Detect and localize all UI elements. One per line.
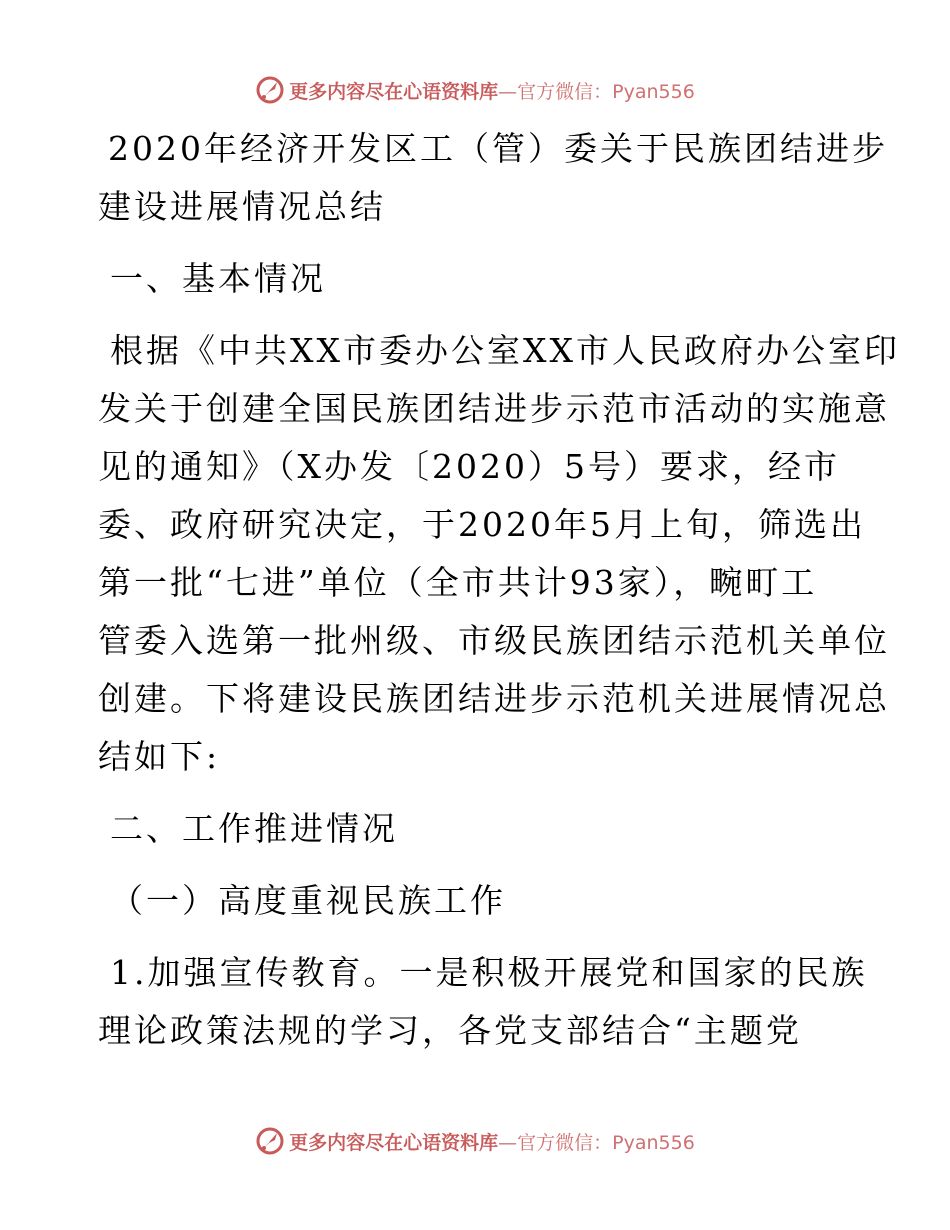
subsection-heading-1: （一）高度重视民族工作 xyxy=(110,881,506,920)
quill-logo-icon xyxy=(255,75,285,105)
document-title-line-1: 2020年经济开发区工（管）委关于民族团结进步 xyxy=(108,129,888,168)
paragraph1-line-6: 管委入选第一批州级、市级民族团结示范机关单位 xyxy=(98,621,890,660)
watermark-separator: — xyxy=(498,1131,518,1154)
document-body xyxy=(98,120,900,1060)
watermark-text xyxy=(289,1128,695,1155)
watermark-wechat: 官方微信：Pyan556 xyxy=(517,1131,695,1154)
paragraph1-line-4: 委、政府研究决定，于2020年5月上旬，筛选出 xyxy=(98,505,866,544)
paragraph1-line-5: 第一批“七进”单位（全市共计93家），畹町工 xyxy=(98,563,818,602)
watermark-separator: — xyxy=(498,80,518,103)
watermark-banner-top xyxy=(0,70,950,110)
paragraph1-line-8: 结如下: xyxy=(98,737,221,776)
watermark-text xyxy=(289,77,695,104)
document-title-line-2: 建设进展情况总结 xyxy=(98,187,386,226)
quill-logo-icon xyxy=(255,1126,285,1156)
watermark-site: 更多内容尽在心语资料库 xyxy=(289,1131,499,1154)
section-heading-progress: 二、工作推进情况 xyxy=(110,809,398,848)
watermark-site: 更多内容尽在心语资料库 xyxy=(289,80,499,103)
paragraph1-line-7: 创建。下将建设民族团结进步示范机关进展情况总 xyxy=(98,679,890,718)
paragraph1-line-1: 根据《中共XX市委办公室XX市人民政府办公室印 xyxy=(110,331,900,370)
paragraph1-line-3: 见的通知》（X办发〔2020）5号）要求，经市 xyxy=(98,447,840,486)
watermark-wechat: 官方微信：Pyan556 xyxy=(517,80,695,103)
paragraph2-line-1: 1.加强宣传教育。一是积极开展党和国家的民族 xyxy=(110,953,868,992)
paragraph2-line-2: 理论政策法规的学习，各党支部结合“主题党 xyxy=(98,1011,802,1050)
paragraph1-line-2: 发关于创建全国民族团结进步示范市活动的实施意 xyxy=(98,389,890,428)
watermark-banner-bottom xyxy=(0,1121,950,1161)
section-heading-basic: 一、基本情况 xyxy=(110,259,326,298)
